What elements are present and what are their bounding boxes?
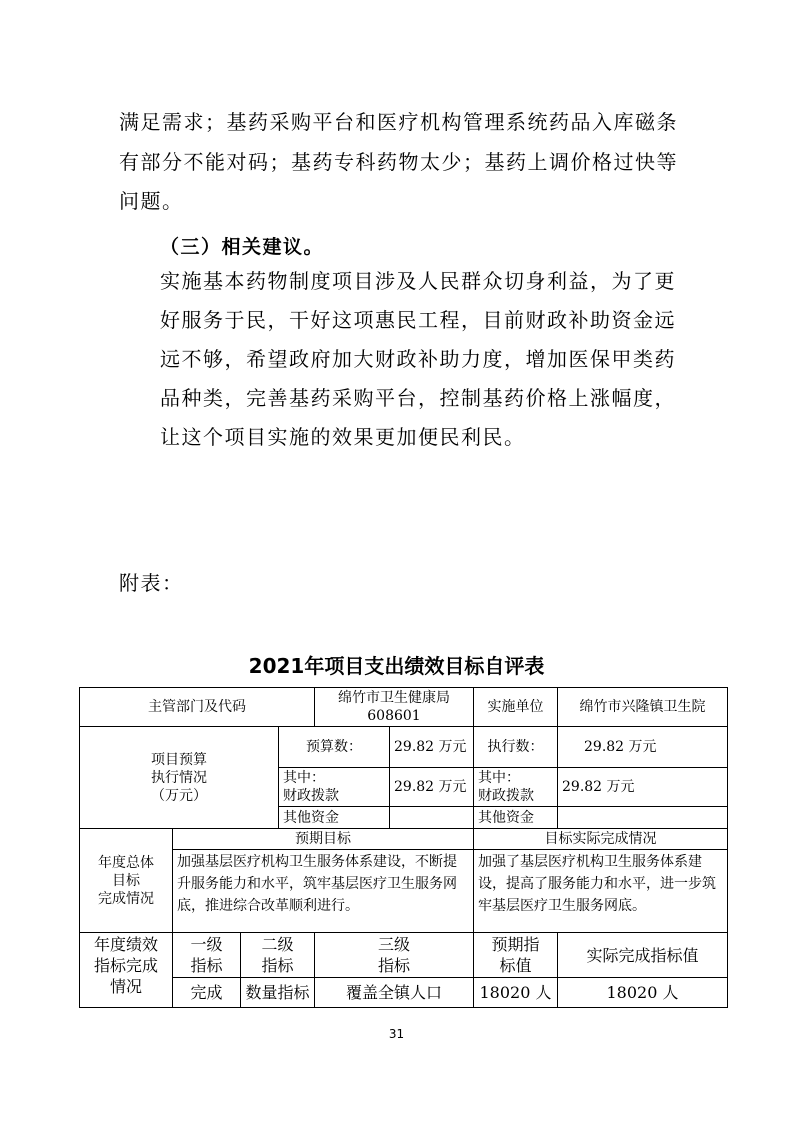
level3-header: 三级 指标 — [315, 933, 474, 978]
body-line-1: 满足需求；基药采购平台和医疗机构管理系统药品入库磁条 — [119, 110, 678, 134]
expected-goal-text: 加强基层医疗机构卫生服务体系建设，不断提升服务能力和水平，筑牢基层医疗卫生服务网底，推进综合改革顺利进行。 — [173, 850, 474, 933]
row-level1: 完成 — [173, 978, 241, 1008]
row-actual-value: 18020 人 — [558, 978, 728, 1008]
other-funds-label-2: 其他资金 — [474, 807, 558, 829]
suggestion-text: 实施基本药物制度项目涉及人民群众切身利益，为了更好服务于民，干好这项惠民工程，目前财政补助资金远远不够，希望政府加大财政补助力度，增加医保甲类药品种类，完善基药采购平台，控制基药价格上涨幅度，让这个项目实施的效果更加便民利民。 — [160, 269, 676, 449]
unit-label: 实施单位 — [474, 688, 558, 727]
appendix-label: 附表： — [119, 571, 184, 595]
fiscal-budget-value: 29.82 万元 — [390, 768, 474, 807]
unit-value: 绵竹市兴隆镇卫生院 — [558, 688, 728, 727]
exec-count-label: 执行数： — [474, 727, 558, 768]
budget-label: 项目预算 执行情况 （万元） — [80, 727, 279, 829]
body-line-2: 有部分不能对码；基药专科药物太少；基药上调价格过快等 — [119, 150, 678, 174]
other-funds-exec — [558, 807, 728, 829]
budget-count-label: 预算数： — [279, 727, 390, 768]
actual-value-header: 实际完成指标值 — [558, 933, 728, 978]
other-funds-label: 其他资金 — [279, 807, 390, 829]
performance-table — [79, 687, 728, 1008]
expected-goal-header: 预期目标 — [173, 829, 474, 850]
row-expected-value: 18020 人 — [474, 978, 558, 1008]
dept-value: 绵竹市卫生健康局 608601 — [315, 688, 474, 727]
actual-goal-header: 目标实际完成情况 — [474, 829, 728, 850]
other-funds-budget — [390, 807, 474, 829]
section-heading: （三）相关建议。 — [160, 236, 325, 258]
row-level3: 覆盖全镇人口 — [315, 978, 474, 1008]
page-number: 31 — [388, 1027, 405, 1041]
expected-value-header: 预期指 标值 — [474, 933, 558, 978]
fiscal-exec-value: 29.82 万元 — [558, 768, 728, 807]
annual-goal-label: 年度总体 目标 完成情况 — [80, 829, 173, 933]
suggestion-paragraph — [119, 262, 679, 457]
body-line-3: 问题。 — [119, 189, 184, 213]
fiscal-exec-label: 其中： 财政拨款 — [474, 768, 558, 807]
actual-goal-text: 加强了基层医疗机构卫生服务体系建设，提高了服务能力和水平，进一步筑牢基层医疗卫生服务网底。 — [474, 850, 728, 933]
indicator-label: 年度绩效 指标完成 情况 — [80, 933, 173, 1008]
table-title: 2021年项目支出绩效目标自评表 — [248, 654, 545, 678]
fiscal-label: 其中： 财政拨款 — [279, 768, 390, 807]
dept-label: 主管部门及代码 — [80, 688, 315, 727]
level2-header: 二级 指标 — [241, 933, 315, 978]
row-level2: 数量指标 — [241, 978, 315, 1008]
level1-header: 一级 指标 — [173, 933, 241, 978]
exec-count-value: 29.82 万元 — [558, 727, 728, 768]
budget-count-value: 29.82 万元 — [390, 727, 474, 768]
